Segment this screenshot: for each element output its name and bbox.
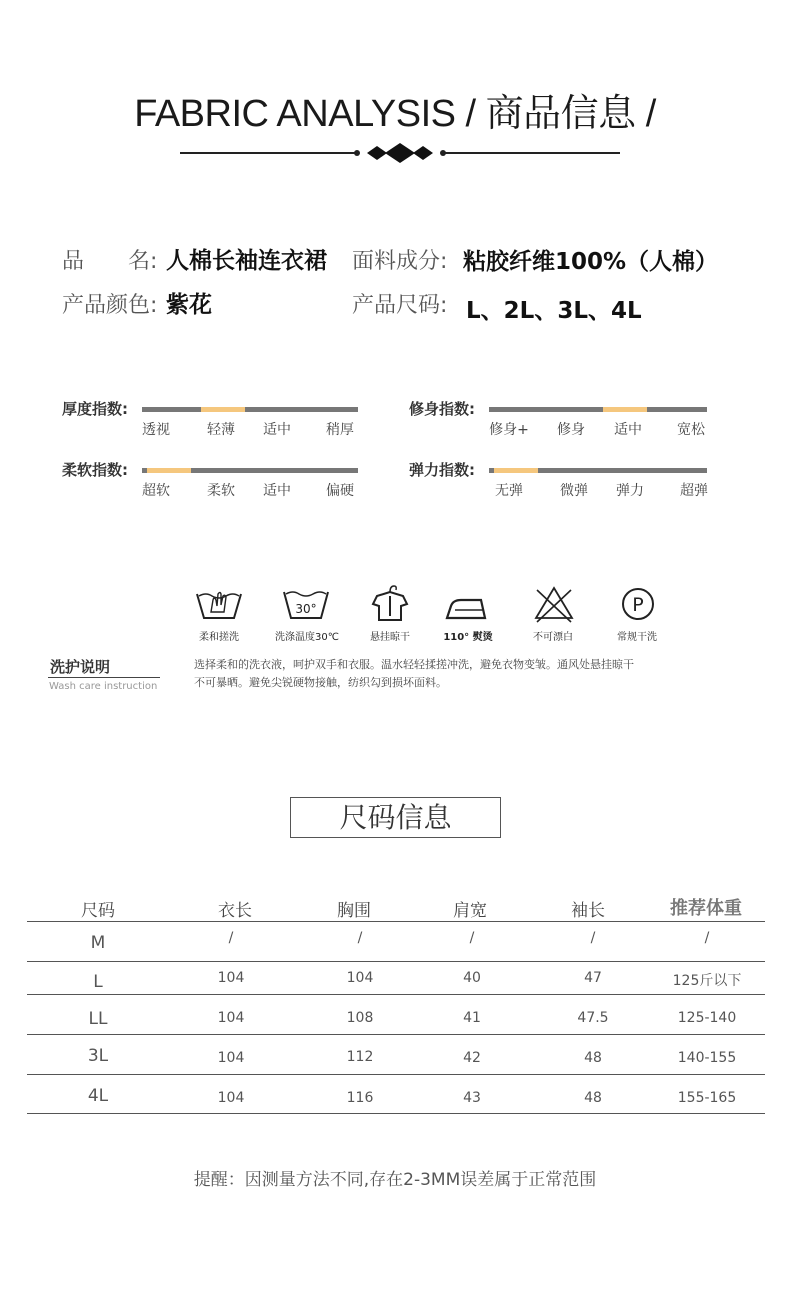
size-cell: 48 (584, 1050, 602, 1066)
thickness-tick: 适中 (263, 422, 291, 438)
fit-tick: 修身+ (489, 422, 529, 438)
size-table-header: 胸围 (337, 901, 371, 921)
care-caption: 洗涤温度30℃ (275, 632, 339, 643)
table-rule (27, 1034, 765, 1035)
care-caption: 悬挂晾干 (370, 632, 410, 643)
softness-index-label: 柔软指数: (62, 461, 128, 479)
table-rule (27, 994, 765, 995)
table-rule (27, 921, 765, 922)
elasticity-tick: 弹力 (616, 483, 644, 499)
care-caption: 不可漂白 (533, 632, 573, 643)
thickness-tick: 透视 (142, 422, 170, 438)
size-cell: 3L (87, 1046, 109, 1066)
size-cell: / (228, 930, 234, 946)
wash-temp: 30° (295, 602, 317, 616)
product-color-label: 产品颜色: (62, 293, 158, 318)
elasticity-tick: 无弹 (495, 483, 523, 499)
size-cell: 48 (584, 1090, 602, 1106)
size-cell: 4L (87, 1086, 109, 1106)
size-cell: 47 (584, 970, 602, 986)
size-cell: 155-165 (677, 1090, 737, 1106)
size-cell: M (90, 933, 106, 953)
wash-care-title: 洗护说明 (50, 658, 111, 676)
size-cell: / (469, 930, 475, 946)
product-size-label: 产品尺码: (352, 293, 448, 318)
size-table-header: 尺码 (81, 901, 115, 921)
product-name-label: 品 名: (62, 249, 158, 274)
wash-care-text-2: 不可暴晒。避免尖锐硬物接触，纺织勾到损坏面料。 (194, 676, 447, 689)
size-cell: 104 (217, 970, 245, 986)
size-cell: 108 (346, 1010, 374, 1026)
elasticity-tick: 超弹 (680, 483, 708, 499)
size-cell: 40 (463, 970, 481, 986)
softness-tick: 柔软 (207, 483, 235, 499)
fit-tick: 适中 (614, 422, 642, 438)
wash-care-text-1: 选择柔和的洗衣液，呵护双手和衣服。温水轻轻揉搓冲洗，避免衣物变皱。通风处悬挂晾干 (194, 658, 634, 671)
thickness-tick: 稍厚 (326, 422, 354, 438)
fabric-label: 面料成分: (352, 249, 448, 274)
product-color-value: 紫花 (166, 292, 212, 318)
fit-index-label: 修身指数: (409, 400, 475, 418)
elasticity-index-label: 弹力指数: (409, 461, 475, 479)
size-cell: 47.5 (577, 1010, 609, 1026)
size-cell: LL (88, 1009, 108, 1029)
size-table-header: 衣长 (218, 901, 252, 921)
measurement-footnote: 提醒：因测量方法不同,存在2-3MM误差属于正常范围 (193, 1170, 597, 1190)
thickness-index-label: 厚度指数: (62, 400, 128, 418)
size-cell: 116 (346, 1090, 374, 1106)
size-cell: 42 (463, 1050, 481, 1066)
page-title: FABRIC ANALYSIS / 商品信息 / (134, 93, 656, 135)
wash-care-subtitle: Wash care instruction (49, 681, 158, 692)
size-table-header: 推荐体重 (670, 898, 742, 919)
size-cell: / (704, 930, 710, 946)
elasticity-tick: 微弹 (560, 483, 588, 499)
care-caption: 柔和搓洗 (199, 632, 239, 643)
table-rule (27, 1113, 765, 1114)
size-cell: 104 (346, 970, 374, 986)
size-cell: / (590, 930, 596, 946)
softness-tick: 适中 (263, 483, 291, 499)
product-size-value: L、2L、3L、4L (466, 298, 642, 324)
size-table-header: 肩宽 (453, 901, 487, 921)
table-rule (27, 961, 765, 962)
size-info-title: 尺码信息 (290, 797, 501, 838)
size-table-header: 袖长 (571, 901, 605, 921)
size-cell: 43 (463, 1090, 481, 1106)
size-cell: L (93, 972, 103, 992)
thickness-tick: 轻薄 (207, 422, 235, 438)
size-cell: 41 (463, 1010, 481, 1026)
care-caption: 常规干洗 (617, 632, 657, 643)
product-name-value: 人棉长袖连衣裙 (166, 248, 327, 274)
fabric-value: 粘胶纤维100%（人棉） (463, 249, 719, 275)
softness-tick: 超软 (142, 483, 170, 499)
size-cell: 125斤以下 (672, 973, 742, 989)
softness-tick: 偏硬 (326, 483, 354, 499)
table-rule (27, 1074, 765, 1075)
size-cell: 125-140 (677, 1010, 737, 1026)
fit-tick: 宽松 (677, 422, 705, 438)
dry-clean-letter: P (632, 594, 644, 616)
size-cell: 104 (217, 1090, 245, 1106)
size-cell: 104 (217, 1010, 245, 1026)
care-caption: 110° 熨烫 (443, 632, 493, 643)
size-cell: 104 (217, 1050, 245, 1066)
size-cell: 112 (346, 1049, 374, 1065)
size-cell: / (357, 930, 363, 946)
fit-tick: 修身 (557, 422, 585, 438)
size-cell: 140-155 (677, 1050, 737, 1066)
